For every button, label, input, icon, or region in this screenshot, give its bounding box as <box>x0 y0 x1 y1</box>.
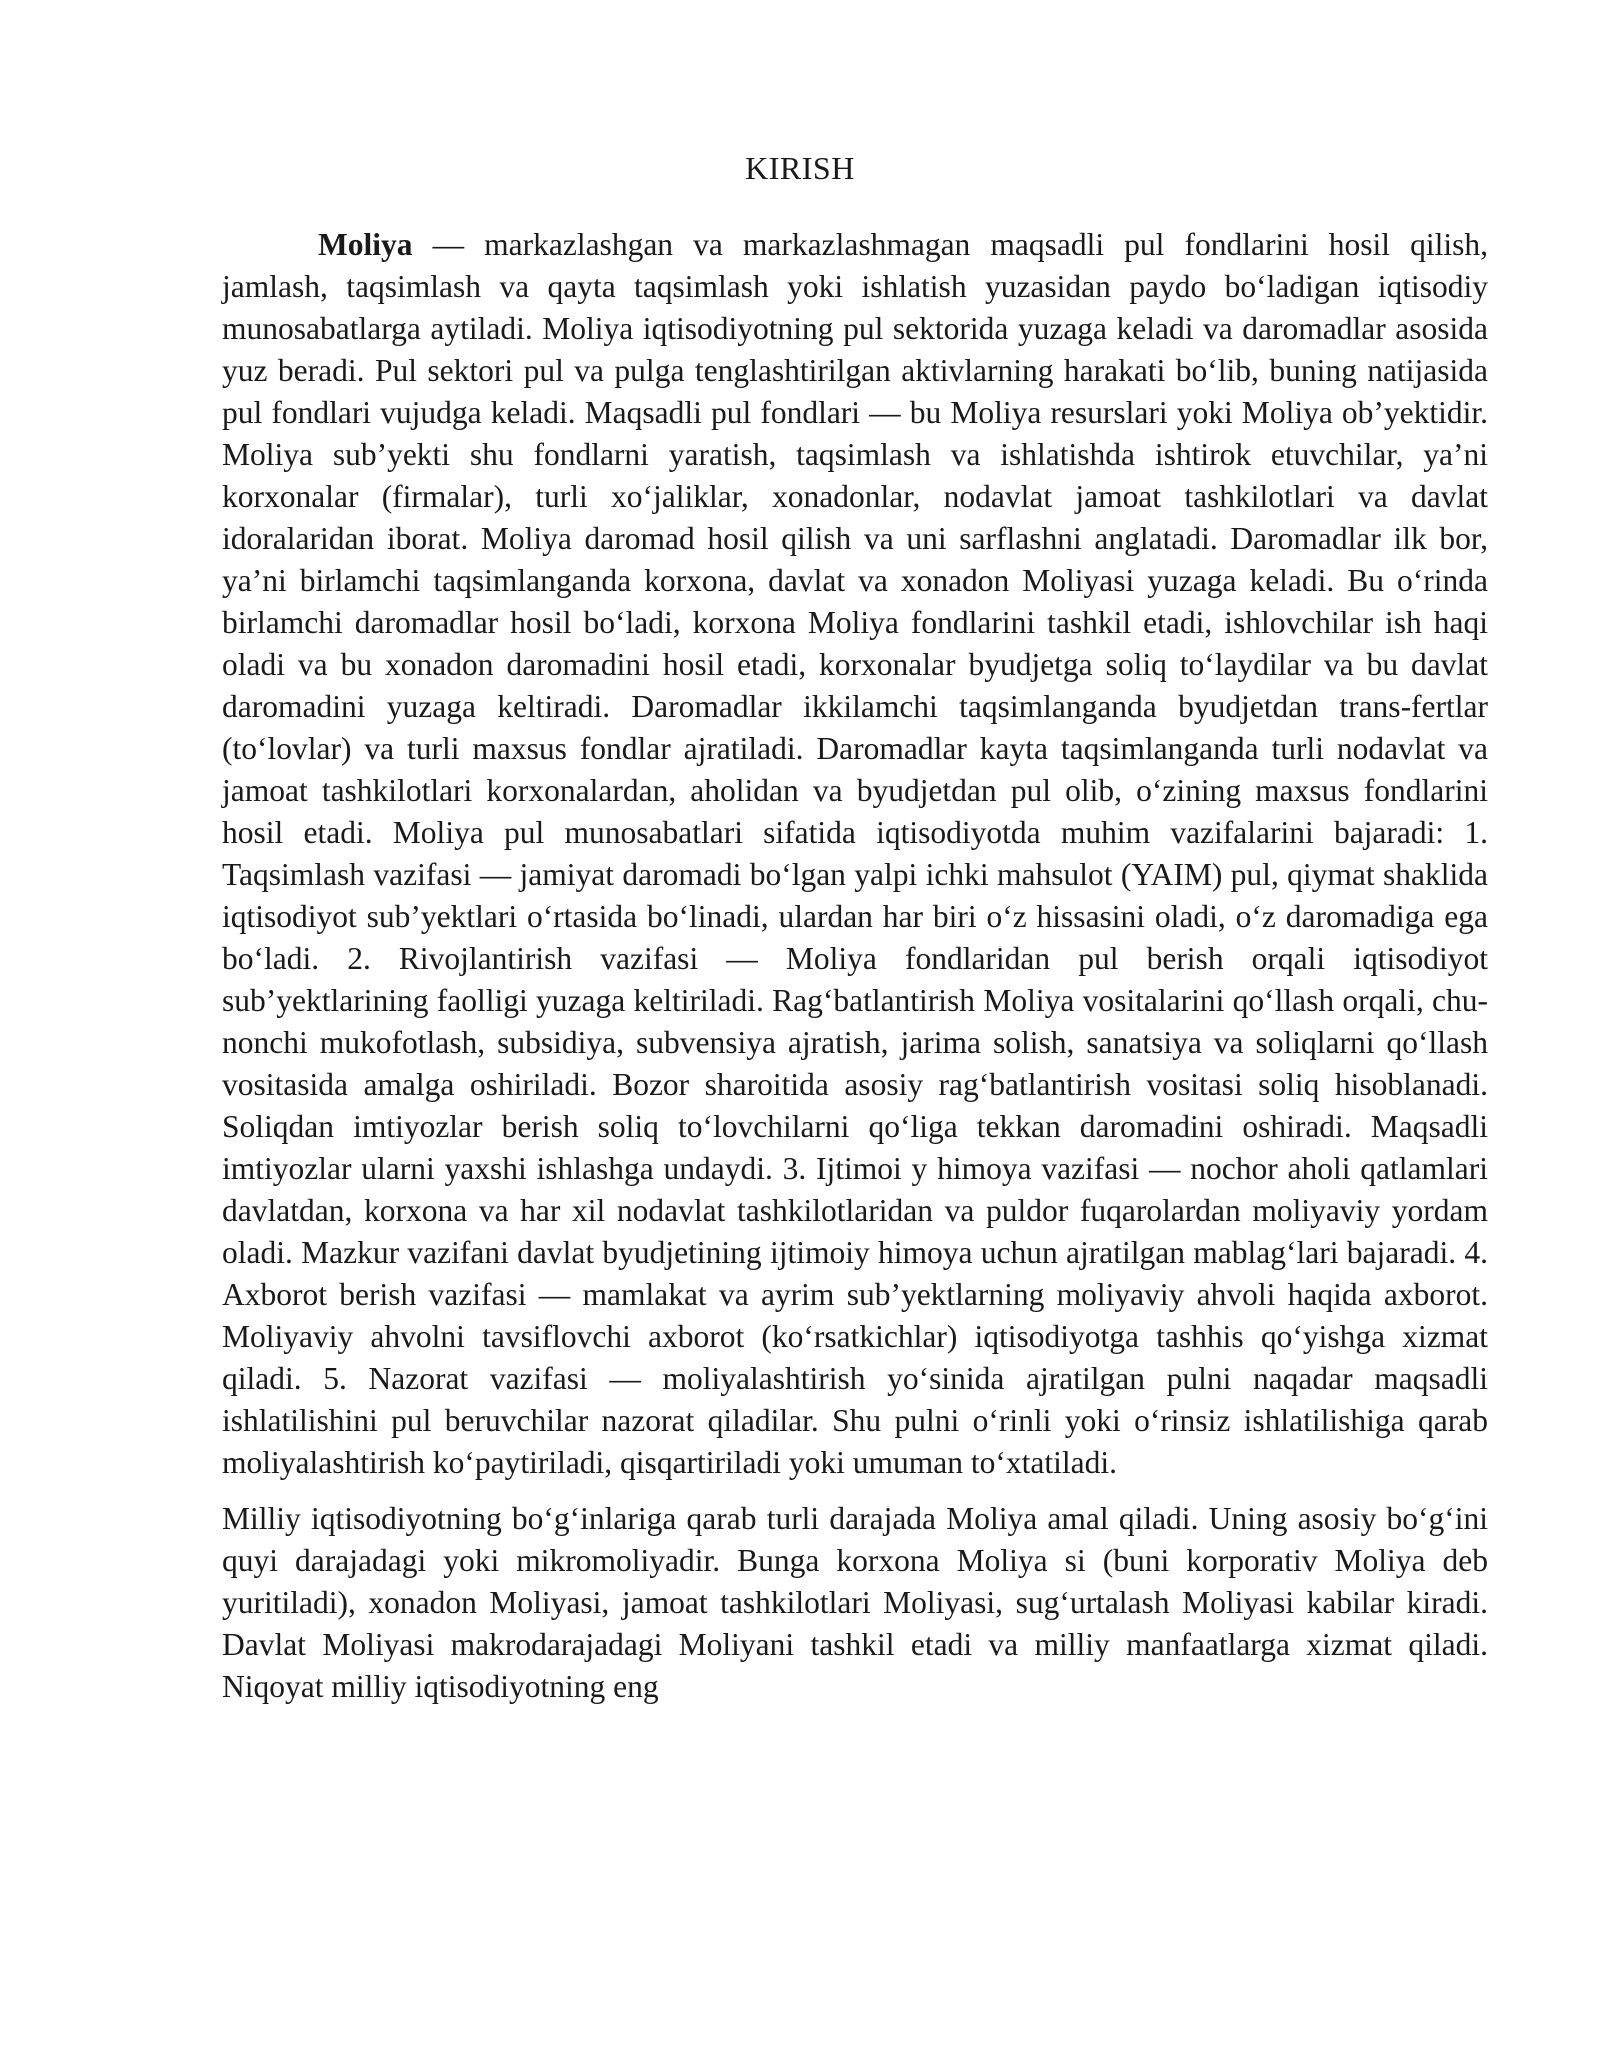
paragraph-1-text: — markazlashgan va markazlashmagan maqsadli pul fondlarini hosil qilish, jamlash, taqsimlash va qayta taqsimlash yoki ishlatish yuzasidan paydo bo‘ladigan iqtisodiy munosabatlarga aytiladi. Moliya iqtisodiyotning pul sektorida yuzaga keladi va daromadlar asosida yuz beradi. Pul sektori pul va pulga tenglashtirilgan aktivlarning harakati bo‘lib, buning natijasida pul fondlari vujudga keladi. Maqsadli pul fondlari — bu Moliya resurslari yoki Moliya ob’yektidir. Moliya sub’yekti shu fondlarni yaratish, taqsimlash va ishlatishda ishtirok etuvchilar, ya’ni korxonalar (firmalar), turli xo‘jaliklar, xonadonlar, nodavlat jamoat tashkilotlari va davlat idoralaridan iborat. Moliya daromad hosil qilish va uni sarflashni anglatadi. Daromadlar ilk bor, ya’ni birlamchi taqsimlanganda korxona, davlat va xonadon Moliyasi yuzaga keladi. Bu o‘rinda birlamchi daromadlar hosil bo‘ladi, korxona Moliya fondlarini tashkil etadi, ishlovchilar ish haqi oladi va bu xonadon daromadini hosil etadi, korxonalar byudjetga soliq to‘laydilar va bu davlat daromadini yuzaga keltiradi. Daromadlar ikkilamchi taqsimlanganda byudjetdan trans-fertlar (to‘lovlar) va turli maxsus fondlar ajratiladi. Daromadlar kayta taqsimlanganda turli nodavlat va jamoat tashkilotlari korxonalardan, aholidan va byudjetdan pul olib, o‘zining maxsus fondlarini hosil etadi. Moliya pul munosabatlari sifatida iqtisodiyotda muhim vazifalarini bajaradi: 1. Taqsimlash vazifasi — jamiyat daromadi bo‘lgan yalpi ichki mahsulot (YAIM) pul, qiymat shaklida iqtisodiyot sub’yektlari o‘rtasida bo‘linadi, ulardan har biri o‘z hissasini oladi, o‘z daromadiga ega bo‘ladi. 2. Rivojlantirish vazifasi — Moliya fondlaridan pul berish orqali iqtisodiyot sub’yektlarining faolligi yuzaga keltiriladi. Rag‘batlantirish Moliya vositalarini qo‘llash orqali, chu-nonchi mukofotlash, subsidiya, subvensiya ajratish, jarima solish, sanatsiya va soliqlarni qo‘llash vositasida amalga oshiriladi. Bozor sharoitida asosiy rag‘batlantirish vositasi soliq hisoblanadi. Soliqdan imtiyozlar berish soliq to‘lovchilarni qo‘liga tekkan daromadini oshiradi. Maqsadli imtiyozlar ularni yaxshi ishlashga undaydi. 3. Ijtimoi y himoya vazifasi — nochor aholi qatlamlari davlatdan, korxona va har xil nodavlat tashkilotlaridan va puldor fuqarolardan moliyaviy yordam oladi. Mazkur vazifani davlat byudjetining ijtimoiy himoya uchun ajratilgan mablag‘lari bajaradi. 4. Axborot berish vazifasi — mamlakat va ayrim sub’yektlarning moliyaviy ahvoli haqida axborot. Moliyaviy ahvolni tavsiflovchi axborot (ko‘rsatkichlar) iqtisodiyotga tashhis qo‘yishga xizmat qiladi. 5. Nazorat vazifasi — moliyalashtirish yo‘sinida ajratilgan pulni naqadar maqsadli ishlatilishini pul beruvchilar nazorat qiladilar. Shu pulni o‘rinli yoki o‘rinsiz ishlatilishiga qarab moliyalashtirish ko‘paytiriladi, qisqartiriladi yoki umuman to‘xtatiladi. <box>222 227 1488 1480</box>
paragraph-1 <box>222 224 1488 1484</box>
paragraph-2: Milliy iqtisodiyotning bo‘g‘inlariga qarab turli darajada Moliya amal qiladi. Uning asosiy bo‘g‘ini quyi darajadagi yoki mikromoliyadir. Bunga korxona Moliya si (buni korporativ Moliya deb yuritiladi), xonadon Moliyasi, jamoat tashkilotlari Moliyasi, sug‘urtalash Moliyasi kabilar kiradi. Davlat Moliyasi makrodarajadagi Moliyani tashkil etadi va milliy manfaatlarga xizmat qiladi. Niqoyat milliy iqtisodiyotning eng <box>222 1501 1488 1704</box>
page-heading: KIRISH <box>745 150 855 186</box>
defined-term: Moliya <box>318 227 413 262</box>
document-body <box>222 224 1488 1708</box>
